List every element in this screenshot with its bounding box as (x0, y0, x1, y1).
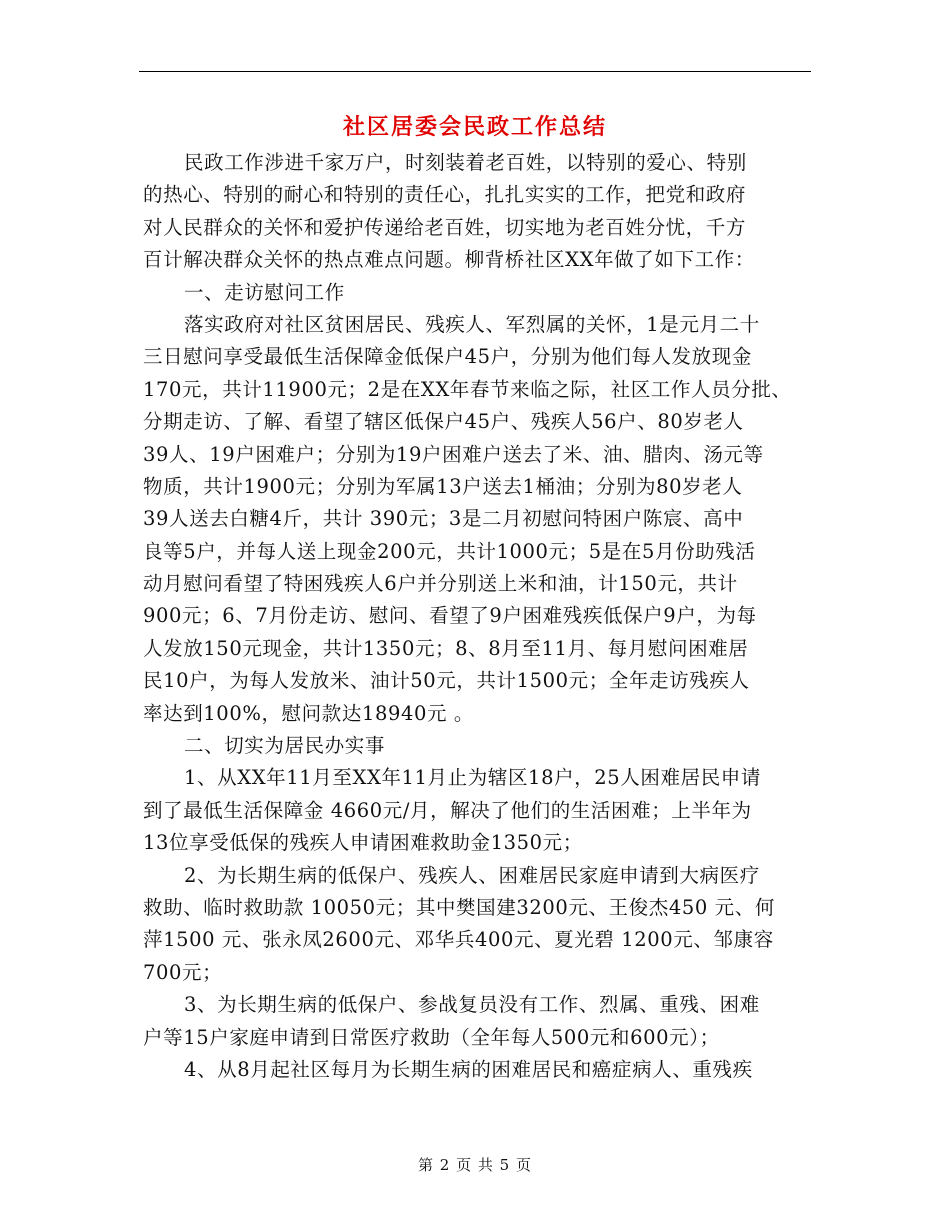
page-footer: 第 2 页 共 5 页 (418, 1156, 532, 1174)
body-line: 率达到100%，慰问款达18940元 。 (143, 701, 474, 725)
body-line: 三日慰问享受最低生活保障金低保户45户，分别为他们每人发放现金 (143, 345, 752, 369)
body-line: 1、从XX年11月至XX年11月止为辖区18户，25人困难居民申请 (184, 766, 761, 790)
body-line: 人发放150元现金，共计1350元；8、8月至11月、每月慰问困难居 (143, 636, 749, 660)
body-line: 救助、临时救助款 10050元；其中樊国建3200元、王俊杰450 元、何 (143, 895, 775, 919)
body-line: 二、切实为居民办实事 (184, 734, 386, 758)
body-line: 良等5户，并每人送上现金200元，共计1000元；5是在5月份助残活 (143, 539, 756, 563)
body-line: 39人、19户困难户；分别为19户困难户送去了米、油、腊肉、汤元等 (143, 442, 764, 466)
document-title: 社区居委会民政工作总结 (342, 115, 607, 140)
body-line: 2、为长期生病的低保户、残疾人、困难居民家庭申请到大病医疗 (184, 863, 760, 887)
body-line: 4、从8月起社区每月为长期生病的困难居民和癌症病人、重残疾 (184, 1057, 753, 1081)
body-line: 3、为长期生病的低保户、参战复员没有工作、烈属、重残、困难 (184, 993, 760, 1017)
body-line: 户等15户家庭申请到日常医疗救助（全年每人500元和600元）； (143, 1025, 720, 1049)
body-line: 39人送去白糖4斤，共计 390元；3是二月初慰问特困户陈宸、高中 (143, 507, 744, 531)
body-line: 一、走访慰问工作 (184, 280, 345, 304)
body-line: 动月慰问看望了特困残疾人6户并分别送上米和油，计150元，共计 (143, 572, 738, 596)
body-line: 对人民群众的关怀和爱护传递给老百姓，切实地为老百姓分忧，千方 (143, 215, 747, 239)
body-line: 民政工作涉进千家万户，时刻装着老百姓，以特别的爱心、特别 (184, 151, 747, 174)
body-line: 萍1500 元、张永凤2600元、邓华兵400元、夏光碧 1200元、邹康容 (143, 928, 774, 952)
header-rule (139, 71, 811, 72)
body-line: 到了最低生活保障金 4660元/月，解决了他们的生活困难；上半年为 (143, 798, 752, 822)
body-line: 分期走访、了解、看望了辖区低保户45户、残疾人56户、80岁老人 (143, 410, 744, 434)
body-line: 170元，共计11900元；2是在XX年春节来临之际，社区工作人员分批、 (143, 377, 792, 401)
body-line: 700元； (143, 960, 223, 984)
body-line: 的热心、特别的耐心和特别的责任心，扎扎实实的工作，把党和政府 (143, 183, 747, 207)
body-line: 13位享受低保的残疾人申请困难救助金1350元； (143, 831, 583, 855)
body-line: 900元；6、7月份走访、慰问、看望了9户困难残疾低保户9户，为每 (143, 604, 757, 628)
body-line: 百计解决群众关怀的热点难点问题。柳背桥社区XX年做了如下工作： (143, 248, 755, 272)
document-body (143, 147, 817, 1086)
body-line: 落实政府对社区贫困居民、残疾人、军烈属的关怀，1是元月二十 (184, 312, 760, 336)
body-line: 民10户，为每人发放米、油计50元，共计1500元；全年走访残疾人 (143, 669, 750, 693)
body-line: 物质，共计1900元；分别为军属13户送去1桶油；分别为80岁老人 (143, 474, 743, 498)
